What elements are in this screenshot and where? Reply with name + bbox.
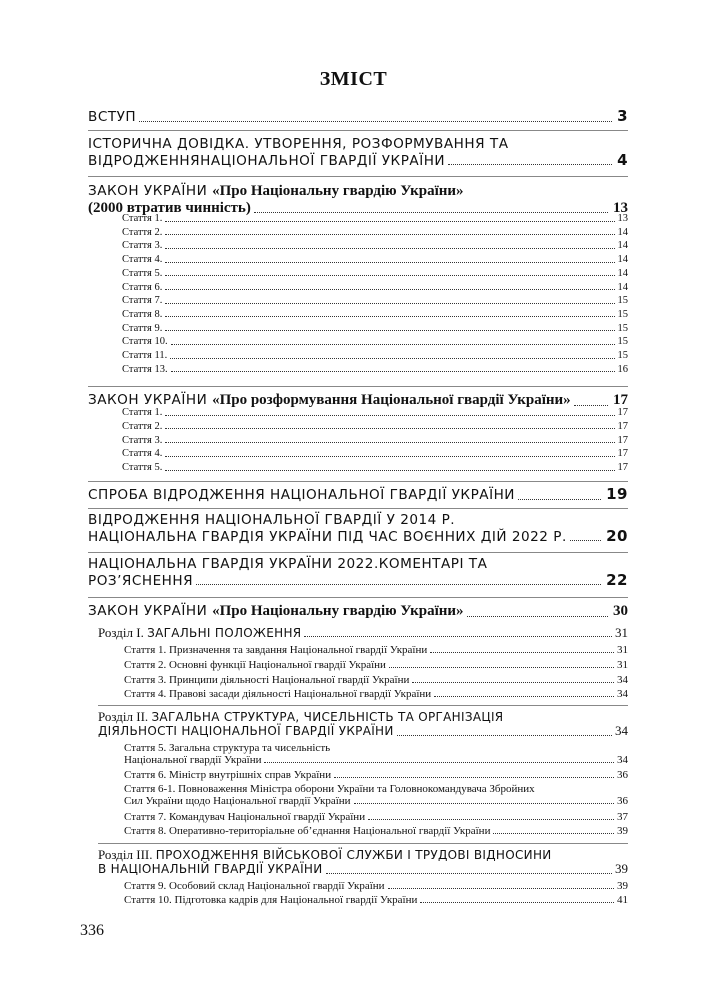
page-ref: 31	[617, 644, 628, 656]
page-ref: 17	[617, 420, 628, 432]
article-label: Стаття 13.	[122, 363, 168, 375]
article-label: Стаття 6-1. Повноваження Міністра оборони України та Головнокомандувача Збройних	[124, 783, 535, 795]
page-ref: 41	[617, 894, 628, 906]
page-ref: 36	[617, 769, 628, 781]
leader-dots	[165, 303, 614, 304]
page-ref: 3	[617, 107, 628, 125]
leader-dots	[326, 873, 612, 874]
law-caps: ЗАКОН УКРАЇНИ	[88, 183, 213, 199]
page-ref: 4	[617, 150, 628, 169]
toc-entry-line: РОЗ’ЯСНЕННЯ	[88, 572, 194, 589]
toc-section-2[interactable]	[98, 710, 628, 739]
section-title: ПРОХОДЖЕННЯ ВІЙСЬКОВОЇ СЛУЖБИ І ТРУДОВІ ВІДНОСИНИ	[155, 848, 552, 862]
page-ref: 15	[617, 350, 628, 361]
toc-article[interactable]	[124, 811, 628, 823]
leader-dots	[165, 470, 614, 471]
article-label: Стаття 2. Основні функції Національної гвардії України	[124, 659, 386, 671]
leader-dots	[165, 262, 614, 263]
page-ref: 17	[617, 407, 628, 418]
page-ref: 39	[617, 825, 628, 837]
section-title: ЗАГАЛЬНІ ПОЛОЖЕННЯ	[147, 626, 302, 640]
leader-dots	[412, 682, 614, 683]
article-label: Стаття 2.	[122, 420, 163, 432]
toc-article[interactable]	[122, 227, 628, 239]
article-label: Стаття 1.	[122, 213, 163, 224]
toc-article[interactable]	[122, 254, 628, 266]
leader-dots	[434, 696, 614, 697]
page-ref: 15	[617, 336, 628, 348]
leader-dots	[165, 275, 614, 276]
page-ref: 36	[617, 795, 628, 808]
divider	[88, 552, 628, 553]
toc-article[interactable]	[124, 783, 628, 807]
page-ref: 13	[613, 199, 628, 216]
article-label: Стаття 6.	[122, 281, 163, 293]
leader-dots	[165, 289, 614, 290]
page-ref: 15	[617, 295, 628, 307]
leader-dots	[388, 888, 614, 889]
toc-article[interactable]	[122, 213, 628, 225]
toc-entry-law-current[interactable]	[88, 602, 628, 620]
toc-article[interactable]	[122, 462, 628, 474]
article-label: Національної гвардії України	[124, 754, 262, 767]
toc-entry-law-disband[interactable]	[88, 391, 628, 409]
article-label: Стаття 5.	[122, 267, 163, 279]
page-ref: 14	[617, 226, 628, 238]
divider	[88, 481, 628, 482]
leader-dots	[448, 164, 612, 165]
section-prefix: Розділ І.	[98, 625, 148, 640]
toc-article[interactable]	[124, 644, 628, 656]
divider	[88, 130, 628, 131]
toc-article[interactable]	[122, 309, 628, 321]
section-title: ДІЯЛЬНОСТІ НАЦІОНАЛЬНОЇ ГВАРДІЇ УКРАЇНИ	[98, 724, 394, 739]
article-label: Стаття 8.	[122, 308, 163, 320]
law-title: «Про Національну гвардію України»	[212, 183, 464, 199]
page-ref: 20	[606, 526, 628, 545]
article-label: Стаття 7. Командувач Національної гвардії України	[124, 811, 366, 823]
divider	[98, 843, 628, 844]
toc-entry-label: СПРОБА ВІДРОДЖЕННЯ НАЦІОНАЛЬНОЇ ГВАРДІЇ УКРАЇНИ	[88, 486, 515, 503]
leader-dots	[389, 667, 614, 668]
page-ref: 19	[606, 485, 628, 503]
divider	[98, 705, 628, 706]
toc-article[interactable]	[124, 688, 628, 700]
article-label: Стаття 5. Загальна структура та чисельність	[124, 742, 331, 754]
divider	[88, 508, 628, 509]
toc-article[interactable]	[122, 448, 628, 460]
toc-entry-label: ВСТУП	[88, 108, 137, 125]
page-ref: 34	[617, 674, 628, 686]
toc-section-1[interactable]	[98, 626, 628, 640]
article-label: Стаття 5.	[122, 462, 163, 474]
page-ref: 17	[613, 392, 628, 408]
article-label: Стаття 3. Принципи діяльності Національної гвардії України	[124, 674, 410, 686]
page-ref: 39	[615, 861, 628, 877]
toc-section-3[interactable]	[98, 848, 628, 877]
page-ref: 17	[617, 462, 628, 474]
article-label: Стаття 3.	[122, 240, 163, 252]
article-label: Стаття 8. Оперативно-територіальне об’єднання Національної гвардії України	[124, 825, 491, 837]
toc-article[interactable]	[122, 282, 628, 294]
leader-dots	[264, 762, 614, 763]
law-title: «Про Національну гвардію України»	[212, 603, 464, 619]
page-ref: 16	[617, 363, 628, 375]
law-note: (2000 втратив чинність)	[88, 199, 251, 216]
article-label: Стаття 9.	[122, 322, 163, 334]
leader-dots	[165, 456, 614, 457]
leader-dots	[171, 344, 615, 345]
leader-dots	[397, 735, 612, 736]
page-ref: 34	[617, 688, 628, 700]
page-ref: 14	[617, 267, 628, 279]
section-title: ЗАГАЛЬНА СТРУКТУРА, ЧИСЕЛЬНІСТЬ ТА ОРГАНІЗАЦІЯ	[151, 710, 504, 724]
toc-entry-line: ІСТОРИЧНА ДОВІДКА. УТВОРЕННЯ, РОЗФОРМУВАННЯ ТА	[88, 136, 509, 152]
toc-article[interactable]	[122, 336, 628, 348]
leader-dots	[165, 221, 614, 222]
toc-article[interactable]	[122, 407, 628, 419]
article-label: Стаття 3.	[122, 434, 163, 446]
divider	[88, 597, 628, 598]
leader-dots	[354, 803, 614, 804]
page-ref: 15	[617, 308, 628, 320]
leader-dots	[518, 499, 601, 500]
page-title: ЗМІСТ	[319, 68, 388, 90]
section-prefix: Розділ ІІ.	[98, 709, 152, 724]
toc-entry-history[interactable]	[88, 137, 628, 168]
page-ref: 13	[617, 213, 628, 224]
page-ref: 39	[617, 880, 628, 892]
toc-entry-comments[interactable]	[88, 557, 628, 588]
leader-dots	[165, 330, 614, 331]
toc-article[interactable]	[124, 769, 628, 781]
toc-article[interactable]	[122, 364, 628, 376]
page-ref: 14	[617, 240, 628, 252]
article-label: Стаття 4.	[122, 254, 163, 266]
leader-dots	[165, 316, 614, 317]
leader-dots	[334, 777, 614, 778]
leader-dots	[420, 902, 614, 903]
leader-dots	[574, 405, 608, 406]
toc-article[interactable]	[122, 435, 628, 447]
leader-dots	[170, 358, 614, 359]
page-ref: 14	[617, 254, 628, 266]
law-caps: ЗАКОН УКРАЇНИ	[88, 392, 213, 408]
toc-article[interactable]	[124, 894, 628, 906]
leader-dots	[165, 428, 614, 429]
page-ref: 30	[613, 603, 628, 619]
leader-dots	[493, 833, 614, 834]
divider	[88, 386, 628, 387]
toc-article[interactable]	[124, 880, 628, 892]
page-ref: 14	[617, 281, 628, 293]
page-ref: 31	[617, 659, 628, 671]
article-label: Стаття 11.	[122, 350, 168, 361]
leader-dots	[304, 636, 612, 637]
section-title: В НАЦІОНАЛЬНІЙ ГВАРДІЇ УКРАЇНИ	[98, 862, 323, 877]
leader-dots	[165, 234, 614, 235]
leader-dots	[467, 616, 608, 617]
leader-dots	[430, 652, 614, 653]
article-label: Стаття 4.	[122, 448, 163, 460]
toc-article[interactable]	[124, 742, 628, 766]
toc-entry-revival-attempt[interactable]	[88, 486, 628, 503]
page-ref: 17	[617, 448, 628, 460]
toc-article[interactable]	[124, 825, 628, 837]
article-label: Сил України щодо Національної гвардії України	[124, 795, 351, 808]
toc-article[interactable]	[122, 295, 628, 307]
leader-dots	[165, 248, 614, 249]
toc-article[interactable]	[122, 350, 628, 362]
divider	[88, 176, 628, 177]
article-label: Стаття 10. Підготовка кадрів для Національної гвардії України	[124, 894, 418, 906]
page-number: 336	[80, 922, 104, 939]
toc-entry-line: НАЦІОНАЛЬНА ГВАРДІЯ УКРАЇНИ 2022.КОМЕНТАРІ ТА	[88, 556, 488, 572]
leader-dots	[165, 415, 614, 416]
law-caps: ЗАКОН УКРАЇНИ	[88, 603, 213, 619]
toc-entry-line: НАЦІОНАЛЬНА ГВАРДІЯ УКРАЇНИ ПІД ЧАС ВОЄННИХ ДІЙ 2022 Р.	[88, 528, 567, 545]
toc-article[interactable]	[122, 323, 628, 335]
leader-dots	[570, 540, 601, 541]
toc-entry-line: ВІДРОДЖЕННЯНАЦІОНАЛЬНОЇ ГВАРДІЇ УКРАЇНИ	[88, 152, 446, 169]
toc-article[interactable]	[124, 659, 628, 671]
article-label: Стаття 10.	[122, 336, 168, 348]
article-label: Стаття 7.	[122, 295, 163, 307]
page-ref: 37	[617, 811, 628, 823]
article-label: Стаття 1. Призначення та завдання Національної гвардії України	[124, 644, 428, 656]
toc-entry-intro[interactable]	[88, 108, 628, 125]
article-label: Стаття 2.	[122, 226, 163, 238]
toc-article[interactable]	[122, 268, 628, 280]
leader-dots	[368, 819, 614, 820]
toc-entry-revival-2014[interactable]	[88, 513, 628, 544]
page-ref: 34	[617, 754, 628, 767]
leader-dots	[139, 121, 612, 122]
article-label: Стаття 9. Особовий склад Національної гвардії України	[124, 880, 385, 892]
page-ref: 31	[615, 625, 628, 640]
article-label: Стаття 4. Правові засади діяльності Національної гвардії України	[124, 688, 432, 700]
page-ref: 34	[615, 723, 628, 739]
page-ref: 22	[606, 570, 628, 589]
toc-article[interactable]	[122, 421, 628, 433]
leader-dots	[196, 584, 601, 585]
toc-article[interactable]	[122, 240, 628, 252]
law-title: «Про розформування Національної гвардії України»	[212, 392, 571, 408]
page-ref: 17	[617, 434, 628, 446]
section-prefix: Розділ ІІІ.	[98, 847, 156, 862]
leader-dots	[171, 371, 615, 372]
page-ref: 15	[617, 322, 628, 334]
toc-entry-law-2000[interactable]	[88, 182, 628, 216]
article-label: Стаття 6. Міністр внутрішніх справ України	[124, 769, 332, 781]
article-label: Стаття 1.	[122, 407, 163, 418]
leader-dots	[165, 442, 614, 443]
toc-article[interactable]	[124, 674, 628, 686]
toc-entry-line: ВІДРОДЖЕННЯ НАЦІОНАЛЬНОЇ ГВАРДІЇ У 2014 Р.	[88, 512, 456, 528]
